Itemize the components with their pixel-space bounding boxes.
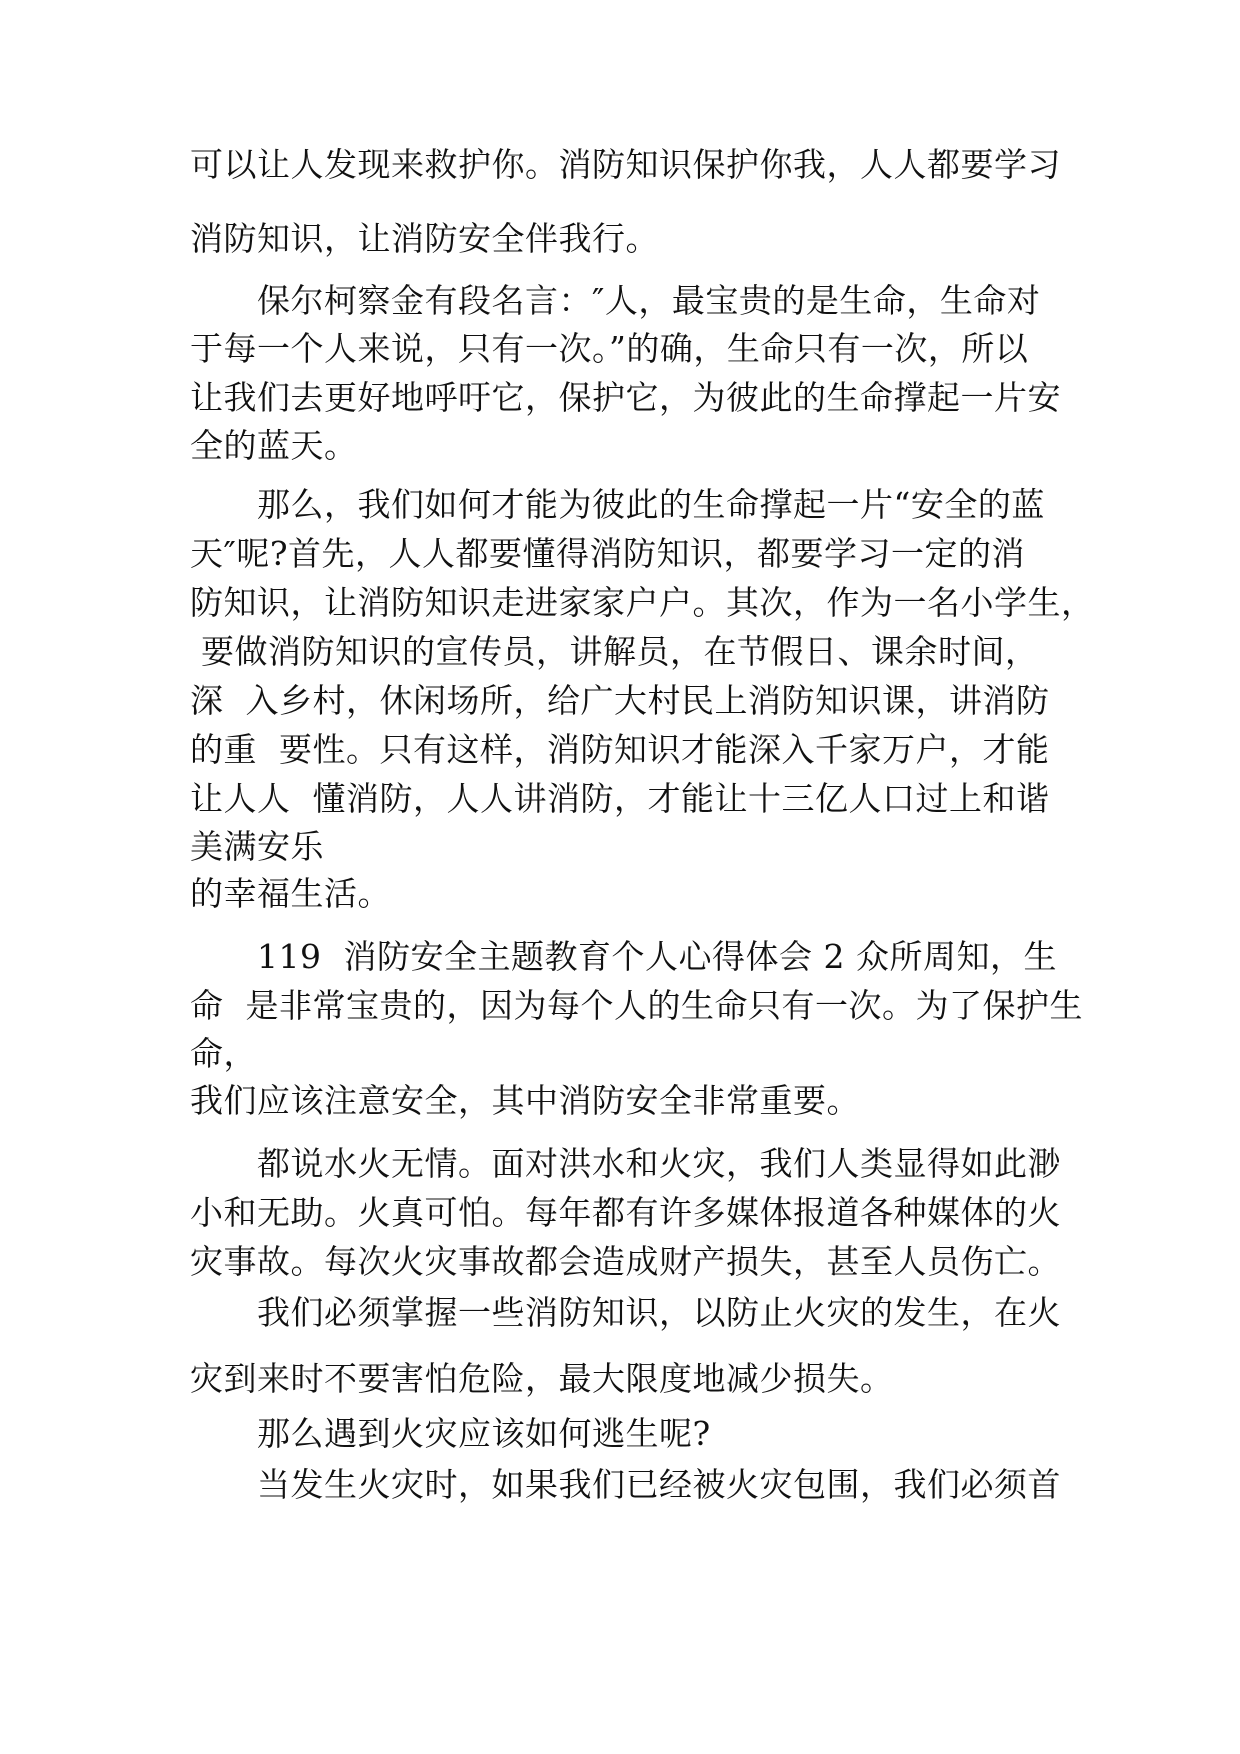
text-line: 小和无助。火真可怕。每年都有许多媒体报道各种媒体的火 [190, 1193, 1061, 1232]
text-line: 当发生火灾时，如果我们已经被火灾包围，我们必须首 [257, 1465, 1061, 1504]
text-line: 可以让人发现来救护你。消防知识保护你我，人人都要学习 [190, 145, 1061, 184]
text-line: 命， [190, 1034, 257, 1073]
text-line: 命 是非常宝贵的，因为每个人的生命只有一次。为了保护生 [190, 986, 1083, 1025]
text-line: 让人人 懂消防，人人讲消防，才能让十三亿人口过上和谐 [190, 779, 1050, 818]
text-line: 防知识，让消防知识走进家家户户。其次，作为一名小学生， [190, 583, 1095, 622]
text-line: 灾事故。每次火灾事故都会造成财产损失，甚至人员伤亡。 [190, 1242, 1061, 1281]
text-line: 保尔柯察金有段名言：″人，最宝贵的是生命，生命对 [257, 281, 1041, 320]
text-line: 要做消防知识的宣传员，讲解员，在节假日、课余时间， [190, 632, 1039, 671]
text-line: 我们应该注意安全，其中消防安全非常重要。 [190, 1081, 860, 1120]
text-line: 让我们去更好地呼吁它，保护它，为彼此的生命撑起一片安 [190, 378, 1061, 417]
text-line: 消防知识，让消防安全伴我行。 [190, 219, 659, 258]
text-line: 深 入乡村，休闲场所，给广大村民上消防知识课，讲消防 [190, 681, 1050, 720]
text-line: 都说水火无情。面对洪水和火灾，我们人类显得如此渺 [257, 1144, 1061, 1183]
text-line: 于每一个人来说，只有一次。”的确，生命只有一次，所以 [190, 329, 1029, 368]
text-line: 那么遇到火灾应该如何逃生呢? [257, 1414, 711, 1453]
text-line: 灾到来时不要害怕危险，最大限度地减少损失。 [190, 1359, 894, 1398]
text-line: 全的蓝天。 [190, 426, 358, 465]
text-line: 119 消防安全主题教育个人心得体会 2 众所周知，生 [257, 937, 1057, 976]
text-line: 的重 要性。只有这样，消防知识才能深入千家万户，才能 [190, 730, 1050, 769]
text-line: 天″呢?首先，人人都要懂得消防知识，都要学习一定的消 [190, 534, 1026, 573]
text-line: 的幸福生活。 [190, 874, 391, 913]
text-line: 那么，我们如何才能为彼此的生命撑起一片“安全的蓝 [257, 485, 1045, 524]
text-line: 美满安乐 [190, 827, 324, 866]
text-line: 我们必须掌握一些消防知识，以防止火灾的发生，在火 [257, 1293, 1061, 1332]
